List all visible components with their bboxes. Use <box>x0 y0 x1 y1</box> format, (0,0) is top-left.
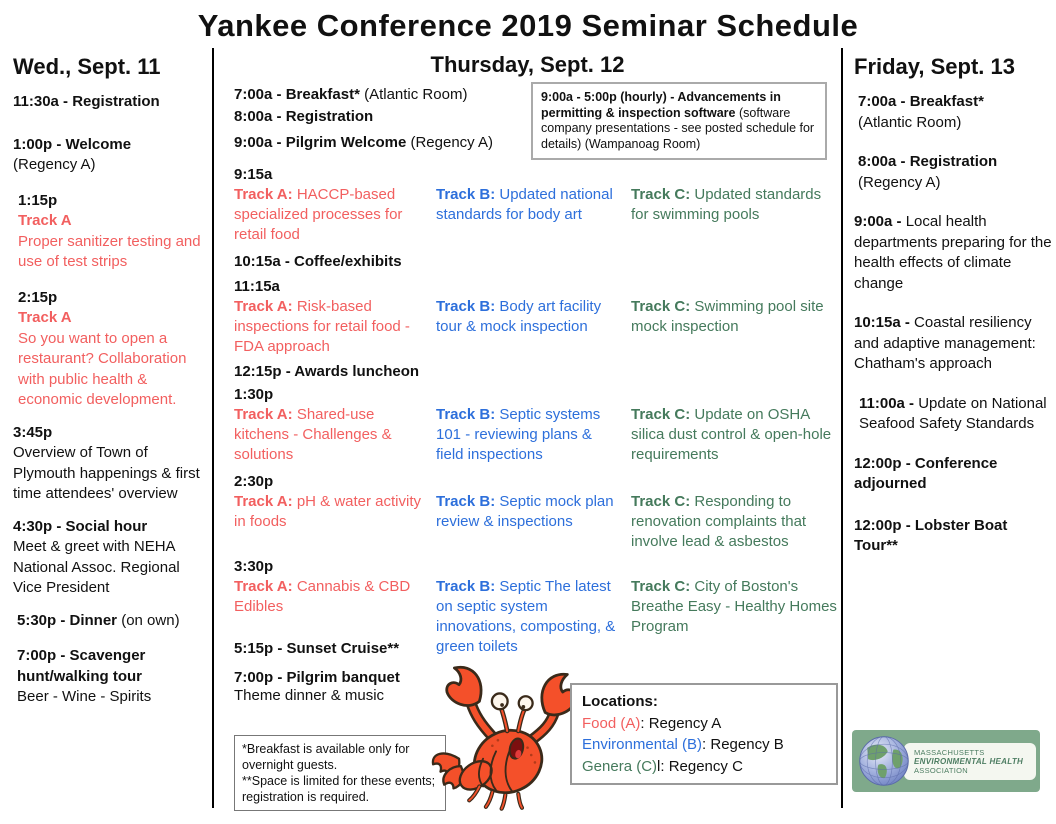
track-a-topic-230: pH & water activity in foods <box>234 493 422 530</box>
track-b-label: Track B: <box>436 406 496 423</box>
fri-breakfast-time: 7:00a - Breakfast* <box>858 93 984 110</box>
wed-215-topic: So you want to open a restaurant? Collaboration with public health & economic development. <box>18 329 187 408</box>
thu-breakfast-room: (Atlantic Room) <box>364 86 468 103</box>
thu-welcome-time: 9:00a - Pilgrim Welcome <box>234 134 407 151</box>
track-a-topic-1115: Risk-based inspections for retail food - FDA approach <box>234 298 410 355</box>
thu-sunset-cruise: 5:15p - Sunset Cruise** <box>234 640 400 657</box>
footnote-space: **Space is limited for these events; registration is required. <box>242 774 436 804</box>
track-a-cell-915 <box>234 185 436 245</box>
track-a-cell-230 <box>234 492 436 552</box>
fri-900-time: 9:00a - <box>854 213 902 230</box>
fri-registration-room: (Regency A) <box>858 173 941 191</box>
fri-1100-topic: Update on National Seafood Safety Standards <box>859 394 1047 432</box>
location-general-room: l: Regency C <box>657 757 743 775</box>
track-b-label: Track B: <box>436 298 496 315</box>
track-a-label: Track A: <box>234 406 293 423</box>
track-a-topic-915: HACCP-based specialized processes for retail food <box>234 186 403 243</box>
lobster-illustration <box>422 659 584 814</box>
track-b-label: Track B: <box>436 578 496 595</box>
track-a-topic-130: Shared-use kitchens - Challenges & solutions <box>234 406 392 463</box>
track-c-cell-915 <box>631 185 843 245</box>
track-a-label: Track A: <box>234 298 293 315</box>
fri-breakfast-room: (Atlantic Room) <box>858 113 962 131</box>
meha-logo-line1: MASSACHUSETTS <box>914 747 985 757</box>
wednesday-header: Wed., Sept. 11 <box>13 54 161 79</box>
page-title: Yankee Conference 2019 Seminar Schedule <box>197 8 859 43</box>
track-c-label: Track C: <box>631 406 691 423</box>
meha-logo <box>852 730 1040 792</box>
meha-logo-textbox <box>904 743 1036 780</box>
wednesday-column <box>0 48 214 808</box>
schedule-page <box>0 8 1056 808</box>
track-a-label: Track A: <box>234 578 293 595</box>
track-c-topic-330: City of Boston's Breathe Easy - Healthy Homes Program <box>631 578 837 635</box>
track-c-topic-1115: Swimming pool site mock inspection <box>631 298 824 335</box>
thu-breakfast-time: 7:00a - Breakfast* <box>234 86 360 103</box>
wed-115-time: 1:15p <box>18 191 58 209</box>
wed-345-time: 3:45p <box>13 423 53 441</box>
wed-345-topic: Overview of Town of Plymouth happenings & first time attendees' overview <box>13 444 200 502</box>
wed-dinner-time: 5:30p - Dinner <box>17 611 118 629</box>
meha-logo-line2: ENVIRONMENTAL HEALTH <box>914 756 1024 766</box>
wed-session-215 <box>18 288 208 411</box>
track-c-topic-130: Update on OSHA silica dust control & open-hole requirements <box>631 406 832 463</box>
fri-session-1015 <box>854 313 1052 375</box>
wed-session-345 <box>13 423 208 505</box>
columns-container <box>0 48 1056 808</box>
track-c-cell-130 <box>631 405 843 465</box>
wed-115-track: Track A <box>18 212 72 229</box>
track-b-topic-230: Septic mock plan review & inspections <box>436 493 614 530</box>
thu-registration: 8:00a - Registration <box>234 108 374 125</box>
location-food <box>582 713 826 735</box>
thu-track-row-230 <box>234 492 841 552</box>
track-b-topic-130: Septic systems 101 - reviewing plans & field inspections <box>436 406 601 463</box>
thu-track-row-330 <box>234 577 841 659</box>
thu-time-1115: 11:15a <box>234 278 280 295</box>
fri-registration <box>858 152 1052 193</box>
wed-dinner <box>17 611 208 632</box>
location-food-room: : Regency A <box>640 714 722 732</box>
track-a-cell-130 <box>234 405 436 465</box>
track-b-label: Track B: <box>436 186 496 203</box>
thu-welcome-room: (Regency A) <box>410 134 494 151</box>
wed-social-desc: Meet & greet with NEHA National Assoc. Regional Vice President <box>13 538 180 596</box>
thursday-column <box>214 48 843 808</box>
footnotes-box <box>234 735 446 811</box>
fri-1015-time: 10:15a - <box>854 314 910 331</box>
wed-social-time: 4:30p - Social hour <box>13 517 148 535</box>
track-c-label: Track C: <box>631 493 691 510</box>
fri-1015-topic: Coastal resiliency and adaptive management: Chatham's approach <box>854 314 1036 372</box>
track-c-topic-230: Responding to renovation complaints that involve lead & asbestos <box>631 493 807 550</box>
track-c-cell-330 <box>631 577 843 659</box>
wed-215-time: 2:15p <box>18 288 58 306</box>
track-b-cell-330 <box>436 577 631 659</box>
track-b-cell-915 <box>436 185 631 245</box>
thu-track-row-915 <box>234 185 841 245</box>
track-c-label: Track C: <box>631 298 691 315</box>
fri-1100-time: 11:00a - <box>859 394 915 412</box>
track-b-cell-130 <box>436 405 631 465</box>
fri-breakfast <box>858 92 1052 133</box>
friday-column <box>843 48 1054 808</box>
thu-time-915: 9:15a <box>234 166 273 183</box>
wed-215-track: Track A <box>18 309 72 326</box>
meha-logo-line3: ASSOCIATION <box>914 765 969 775</box>
thu-coffee-exhibits: 10:15a - Coffee/exhibits <box>234 253 402 270</box>
fri-900-topic: Local health departments preparing for the health effects of climate change <box>854 213 1052 292</box>
thu-time-130: 1:30p <box>234 386 274 403</box>
track-b-topic-915: Updated national standards for body art <box>436 186 613 223</box>
wed-social-hour <box>13 517 208 599</box>
thu-awards-luncheon: 12:15p - Awards luncheon <box>234 363 420 380</box>
track-a-cell-1115 <box>234 297 436 357</box>
wed-scavenger <box>17 646 208 708</box>
friday-header: Friday, Sept. 13 <box>854 54 1015 79</box>
track-c-topic-915: Updated standards for swimming pools <box>631 186 822 223</box>
fri-session-1100 <box>859 394 1052 435</box>
fri-registration-time: 8:00a - Registration <box>858 153 998 170</box>
globe-icon <box>856 733 912 789</box>
fri-lobster-tour: 12:00p - Lobster Boat Tour** <box>854 516 1008 554</box>
wed-scavenger-title: 7:00p - Scavenger hunt/walking tour <box>17 647 146 685</box>
track-c-cell-1115 <box>631 297 843 357</box>
location-environmental-label: Environmental (B) <box>582 736 703 753</box>
location-general <box>582 756 826 778</box>
track-c-label: Track C: <box>631 186 691 203</box>
thursday-header: Thursday, Sept. 12 <box>430 52 625 77</box>
thu-time-330: 3:30p <box>234 558 274 575</box>
track-a-label: Track A: <box>234 186 293 203</box>
thu-pilgrim-banquet <box>234 669 444 705</box>
location-general-label: Genera (C) <box>582 757 658 775</box>
location-environmental <box>582 734 826 756</box>
fri-adjourned: 12:00p - Conference adjourned <box>854 454 998 492</box>
track-b-label: Track B: <box>436 493 496 510</box>
track-a-topic-330: Cannabis & CBD Edibles <box>234 578 411 615</box>
thu-track-row-1115 <box>234 297 841 357</box>
location-environmental-room: : Regency B <box>702 736 784 753</box>
locations-title: Locations: <box>582 693 658 710</box>
wed-welcome-room: (Regency A) <box>13 156 96 173</box>
software-box-title: 9:00a - 5:00p (hourly) - Advancements in permitting & inspection software <box>541 90 781 120</box>
track-c-label: Track C: <box>631 578 691 595</box>
track-b-topic-1115: Body art facility tour & mock inspection <box>436 298 602 335</box>
wed-scavenger-desc: Beer - Wine - Spirits <box>17 688 152 705</box>
thu-track-row-130 <box>234 405 841 465</box>
wed-dinner-note: (on own) <box>121 611 180 629</box>
locations-box <box>570 683 838 785</box>
thu-time-230: 2:30p <box>234 473 274 490</box>
track-a-cell-330 <box>234 577 436 659</box>
wed-115-topic: Proper sanitizer testing and use of test strips <box>18 232 201 270</box>
wed-welcome-time: 1:00p - Welcome <box>13 135 132 153</box>
fri-session-900 <box>854 212 1052 294</box>
footnote-breakfast: *Breakfast is available only for overnight guests. <box>242 742 410 772</box>
software-sessions-box <box>531 82 827 160</box>
software-box-detail: (software company presentations - see posted schedule for details) (Wampanoag Room) <box>541 105 815 151</box>
track-c-cell-230 <box>631 492 843 552</box>
track-b-topic-330: Septic The latest on septic system innovations, composting, & green toilets <box>436 578 616 655</box>
wed-welcome <box>13 135 208 176</box>
track-b-cell-1115 <box>436 297 631 357</box>
wed-session-115 <box>18 191 208 273</box>
track-a-label: Track A: <box>234 493 293 510</box>
thu-banquet-title: 7:00p - Pilgrim banquet <box>234 669 400 686</box>
thursday-bottom-area <box>214 663 841 815</box>
thu-banquet-desc: Theme dinner & music <box>234 687 385 704</box>
track-b-cell-230 <box>436 492 631 552</box>
wed-registration: 11:30a - Registration <box>13 93 160 110</box>
location-food-label: Food (A) <box>582 714 641 732</box>
